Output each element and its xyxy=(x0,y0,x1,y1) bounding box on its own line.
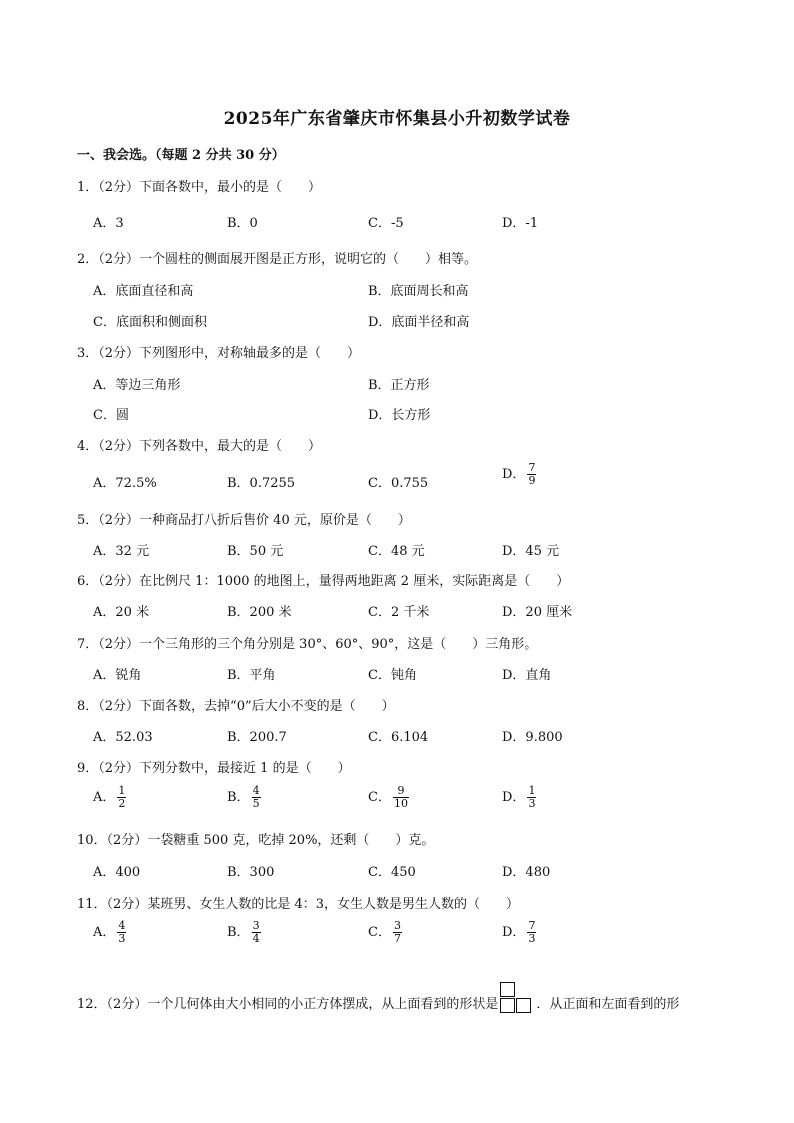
question-8: 8．（2分）下面各数，去掉“0”后大小不变的是（ ） xyxy=(77,699,395,714)
q5-option-c[interactable]: C．48 元 xyxy=(368,544,425,559)
q10-option-a[interactable]: A．400 xyxy=(93,865,141,880)
q7-option-a[interactable]: A．锐角 xyxy=(93,668,142,683)
q7-option-b[interactable]: B．平角 xyxy=(227,668,276,683)
q5-option-d[interactable]: D．45 元 xyxy=(502,544,560,559)
q5-option-b[interactable]: B．50 元 xyxy=(227,544,284,559)
fraction xyxy=(117,920,126,945)
question-12 xyxy=(77,982,679,1014)
q9-option-c[interactable] xyxy=(368,785,409,810)
q11-option-a[interactable] xyxy=(93,920,126,945)
numerator: 4 xyxy=(118,919,126,932)
option-letter: A． xyxy=(93,925,116,940)
q10-option-b[interactable]: B．300 xyxy=(227,865,275,880)
fraction xyxy=(527,462,536,487)
question-4: 4．（2分）下列各数中，最大的是（ ） xyxy=(77,439,322,454)
q1-option-b[interactable]: B．0 xyxy=(227,216,258,231)
q9-option-a[interactable] xyxy=(93,785,126,810)
question-1: 1．（2分）下面各数中，最小的是（ ） xyxy=(77,180,322,195)
fraction xyxy=(252,920,261,945)
q6-option-b[interactable]: B．200 米 xyxy=(227,605,292,620)
numerator: 7 xyxy=(528,461,536,474)
q1-option-d[interactable]: D．-1 xyxy=(502,216,539,231)
question-2: 2．（2分）一个圆柱的侧面展开图是正方形，说明它的（ ）相等。 xyxy=(77,252,478,267)
denominator: 9 xyxy=(528,474,536,487)
fraction xyxy=(393,785,409,810)
option-letter: C． xyxy=(368,925,391,940)
q11-option-b[interactable] xyxy=(227,920,261,945)
question-12-text-before: 12．（2分）一个几何体由大小相同的小正方体摆成，从上面看到的形状是 xyxy=(77,997,499,1012)
q6-option-c[interactable]: C．2 千米 xyxy=(368,605,430,620)
q8-option-d[interactable]: D．9.800 xyxy=(502,730,563,745)
q1-option-a[interactable]: A．3 xyxy=(93,216,124,231)
option-letter: D． xyxy=(502,925,526,940)
fraction xyxy=(527,785,536,810)
option-letter: B． xyxy=(227,790,250,805)
q4-option-d[interactable] xyxy=(502,462,536,487)
denominator: 3 xyxy=(528,797,536,810)
q9-option-b[interactable] xyxy=(227,785,261,810)
question-5: 5．（2分）一种商品打八折后售价 40 元，原价是（ ） xyxy=(77,513,411,528)
denominator: 10 xyxy=(393,797,408,810)
question-6: 6．（2分）在比例尺 1：1000 的地图上，量得两地距离 2 厘米，实际距离是（ ） xyxy=(77,574,570,589)
q9-option-d[interactable] xyxy=(502,785,536,810)
option-letter: A． xyxy=(93,790,116,805)
top-view-shape-icon xyxy=(500,982,534,1014)
section-heading: 一、我会选。（每题 2 分共 30 分） xyxy=(77,148,285,163)
q3-option-c[interactable]: C．圆 xyxy=(93,408,129,423)
fraction xyxy=(252,785,261,810)
q1-option-c[interactable]: C．-5 xyxy=(368,216,404,231)
q3-option-b[interactable]: B．正方形 xyxy=(368,378,430,393)
q2-option-b[interactable]: B．底面周长和高 xyxy=(368,284,469,299)
q2-option-d[interactable]: D．底面半径和高 xyxy=(368,315,470,330)
q4-option-c[interactable]: C．0.755 xyxy=(368,476,429,491)
q4-option-b[interactable]: B．0.7255 xyxy=(227,476,296,491)
q11-option-c[interactable] xyxy=(368,920,402,945)
q3-option-a[interactable]: A．等边三角形 xyxy=(93,378,181,393)
numerator: 3 xyxy=(393,919,401,932)
numerator: 1 xyxy=(528,784,536,797)
q2-option-c[interactable]: C．底面积和侧面积 xyxy=(93,315,207,330)
fraction xyxy=(527,920,536,945)
numerator: 1 xyxy=(118,784,126,797)
denominator: 4 xyxy=(252,932,260,945)
q6-option-d[interactable]: D．20 厘米 xyxy=(502,605,573,620)
q8-option-c[interactable]: C．6.104 xyxy=(368,730,429,745)
question-7: 7．（2分）一个三角形的三个角分别是 30°、60°、90°，这是（ ）三角形。 xyxy=(77,637,538,652)
question-3: 3．（2分）下列图形中，对称轴最多的是（ ） xyxy=(77,346,361,361)
q3-option-d[interactable]: D．长方形 xyxy=(368,408,431,423)
numerator: 3 xyxy=(252,919,260,932)
q8-option-a[interactable]: A．52.03 xyxy=(93,730,153,745)
option-letter: D． xyxy=(502,467,526,482)
q10-option-d[interactable]: D．480 xyxy=(502,865,551,880)
fraction xyxy=(117,785,126,810)
numerator: 9 xyxy=(397,784,405,797)
q7-option-c[interactable]: C．钝角 xyxy=(368,668,417,683)
q6-option-a[interactable]: A．20 米 xyxy=(93,605,150,620)
q11-option-d[interactable] xyxy=(502,920,536,945)
page-title: 2025年广东省肇庆市怀集县小升初数学试卷 xyxy=(223,109,571,129)
option-letter: D． xyxy=(502,790,526,805)
denominator: 5 xyxy=(252,797,260,810)
denominator: 3 xyxy=(118,932,126,945)
option-letter: B． xyxy=(227,925,250,940)
q10-option-c[interactable]: C．450 xyxy=(368,865,416,880)
numerator: 7 xyxy=(528,919,536,932)
q8-option-b[interactable]: B．200.7 xyxy=(227,730,287,745)
question-10: 10．（2分）一袋糖重 500 克，吃掉 20%，还剩（ ）克。 xyxy=(77,833,435,848)
denominator: 2 xyxy=(118,797,126,810)
denominator: 7 xyxy=(393,932,401,945)
q7-option-d[interactable]: D．直角 xyxy=(502,668,552,683)
q2-option-a[interactable]: A．底面直径和高 xyxy=(93,284,194,299)
q5-option-a[interactable]: A．32 元 xyxy=(93,544,150,559)
option-letter: C． xyxy=(368,790,391,805)
denominator: 3 xyxy=(528,932,536,945)
question-9: 9．（2分）下列分数中，最接近 1 的是（ ） xyxy=(77,761,351,776)
q4-option-a[interactable]: A．72.5% xyxy=(93,476,157,491)
numerator: 4 xyxy=(252,784,260,797)
fraction xyxy=(393,920,402,945)
question-11: 11．（2分）某班男、女生人数的比是 4：3，女生人数是男生人数的（ ） xyxy=(77,897,519,912)
question-12-text-after: ．从正面和左面看到的形 xyxy=(536,997,680,1012)
